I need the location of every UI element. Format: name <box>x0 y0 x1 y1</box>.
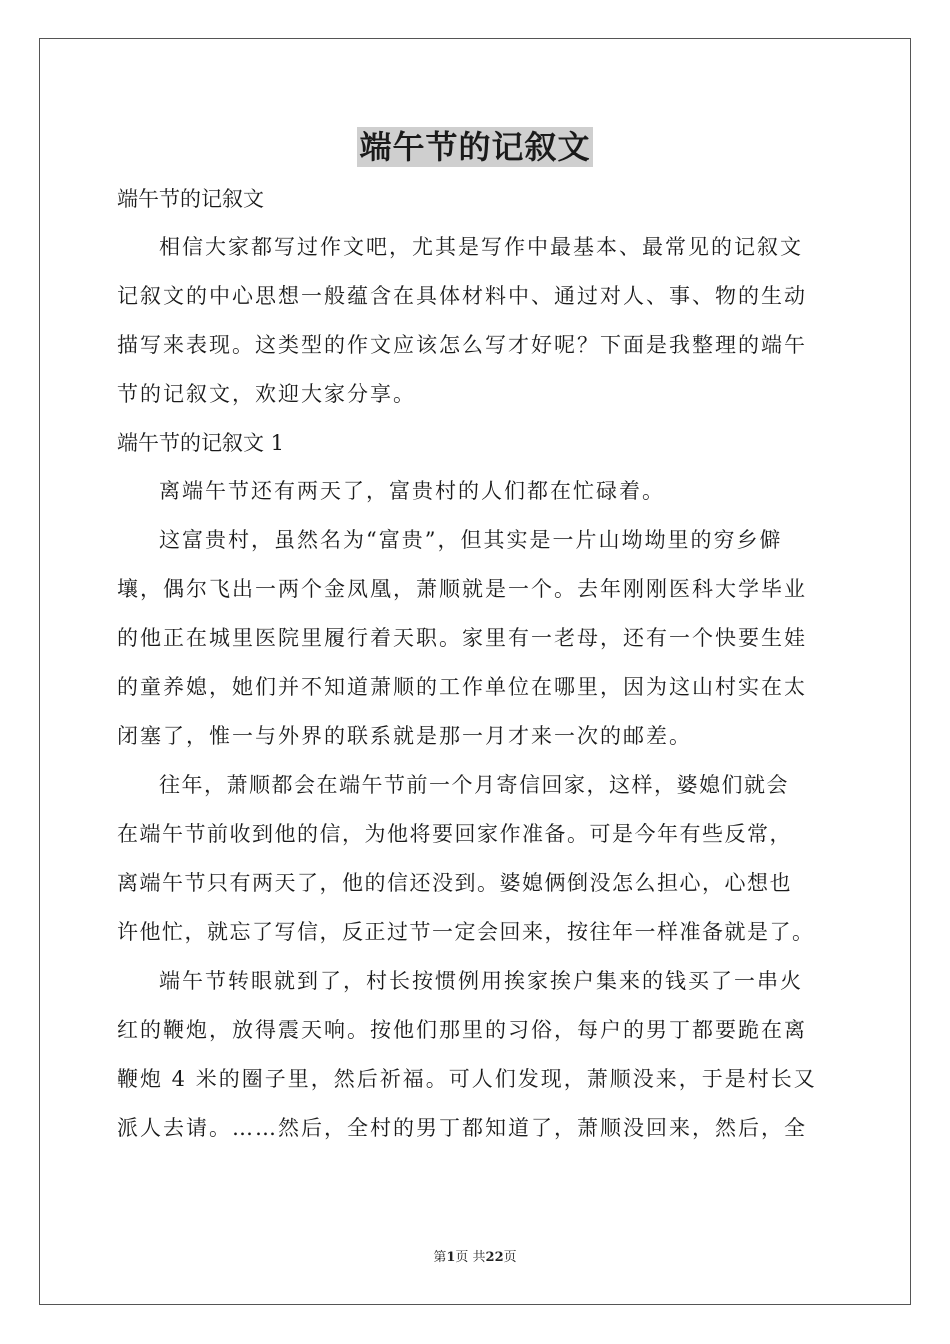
page-number: 1 <box>446 1250 456 1265</box>
text-line: 记叙文的中心思想一般蕴含在具体材料中、通过对人、事、物的生动 <box>117 284 807 308</box>
page-footer <box>0 1246 950 1265</box>
paragraph-1 <box>117 467 837 516</box>
text-line: 端午节转眼就到了，村长按惯例用挨家挨户集来的钱买了一串火 <box>159 969 803 993</box>
text-line: 节的记叙文，欢迎大家分享。 <box>117 382 416 406</box>
text-line: 离端午节只有两天了，他的信还没到。婆媳俩倒没怎么担心，心想也 <box>117 871 792 895</box>
text-line: 壤，偶尔飞出一两个金凤凰，萧顺就是一个。去年刚刚医科大学毕业 <box>117 577 807 601</box>
text-line: 红的鞭炮，放得震天响。按他们那里的习俗，每户的男丁都要跪在离 <box>117 1018 807 1042</box>
text-line: 描写来表现。这类型的作文应该怎么写才好呢？下面是我整理的端午 <box>117 333 807 357</box>
intro-paragraph <box>117 223 837 419</box>
page-total: 22 <box>485 1250 504 1265</box>
text-line: 鞭炮 4 米的圈子里，然后祈福。可人们发现，萧顺没来，于是村长又 <box>117 1067 817 1091</box>
document-heading: 端午节的记叙文 <box>117 187 264 211</box>
page-prefix: 第 <box>433 1250 447 1265</box>
text-line: 派人去请。……然后，全村的男丁都知道了，萧顺没回来，然后，全 <box>117 1116 807 1140</box>
section-title: 端午节的记叙文 1 <box>117 431 285 455</box>
text-line: 许他忙，就忘了写信，反正过节一定会回来，按往年一样准备就是了。 <box>117 920 815 944</box>
text-line: 离端午节还有两天了，富贵村的人们都在忙碌着。 <box>159 479 665 503</box>
page-suffix: 页 <box>503 1250 517 1265</box>
text-line: 的童养媳，她们并不知道萧顺的工作单位在哪里，因为这山村实在太 <box>117 675 807 699</box>
paragraph-2 <box>117 516 837 761</box>
page-mid: 页 共 <box>455 1250 486 1265</box>
paragraph-4 <box>117 957 837 1153</box>
page-title: 端午节的记叙文 <box>359 128 591 166</box>
text-line: 相信大家都写过作文吧，尤其是写作中最基本、最常见的记叙文 <box>159 235 803 259</box>
text-line: 在端午节前收到他的信，为他将要回家作准备。可是今年有些反常， <box>117 822 792 846</box>
paragraph-3 <box>117 761 837 957</box>
text-line: 这富贵村，虽然名为“富贵”，但其实是一片山坳坳里的穷乡僻 <box>159 528 783 552</box>
text-line: 闭塞了，惟一与外界的联系就是那一月才来一次的邮差。 <box>117 724 692 748</box>
text-line: 的他正在城里医院里履行着天职。家里有一老母，还有一个快要生娃 <box>117 626 807 650</box>
text-line: 往年，萧顺都会在端午节前一个月寄信回家，这样，婆媳们就会 <box>159 773 789 797</box>
document-body <box>117 175 837 1153</box>
